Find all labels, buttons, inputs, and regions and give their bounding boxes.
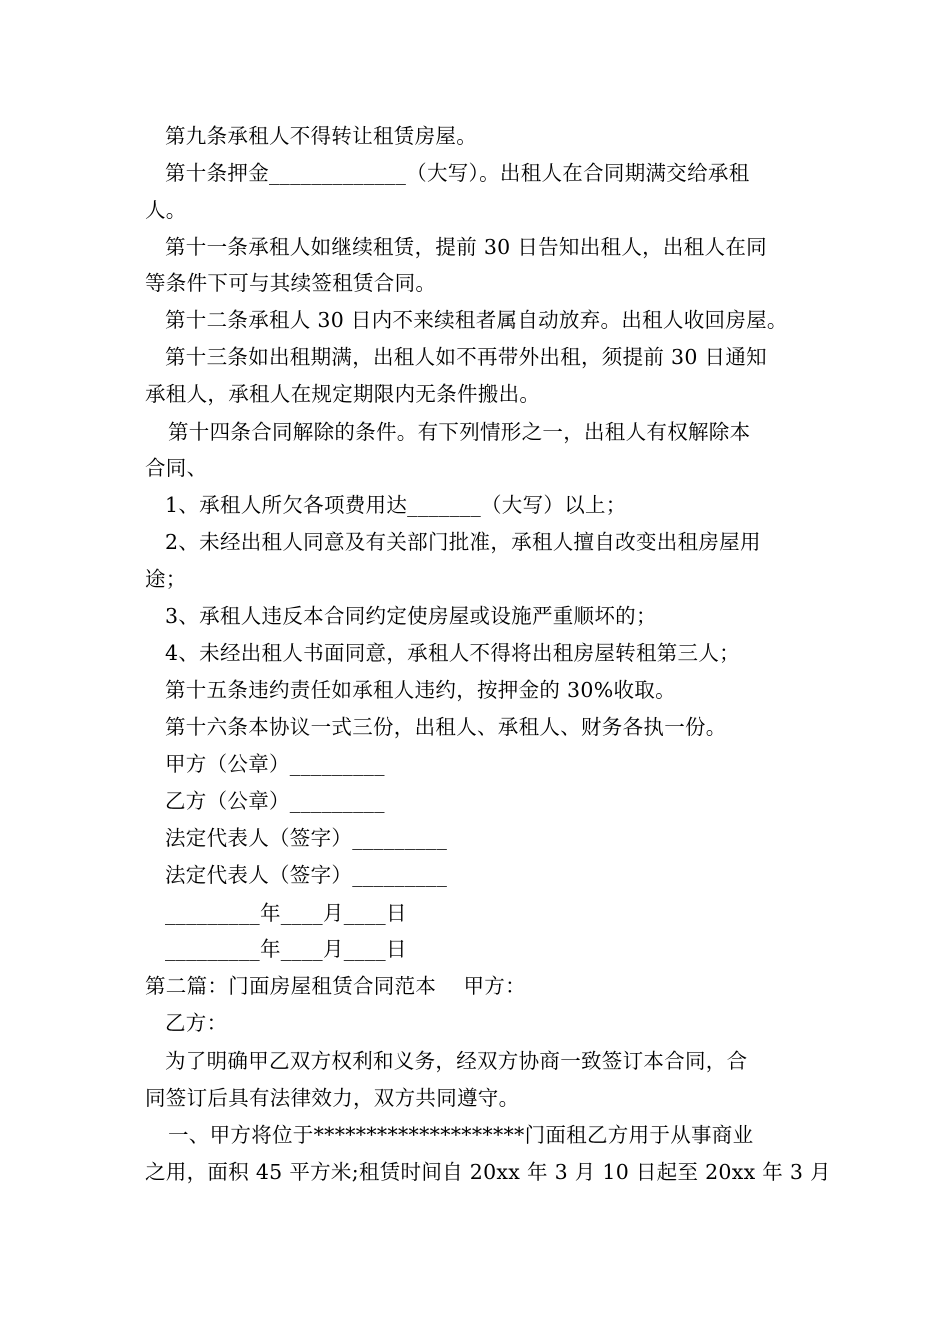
clause-15: 第十五条违约责任如承租人违约，按押金的 30%收取。 — [165, 678, 676, 702]
condition-1: 1、承租人所欠各项费用达_______（大写）以上； — [165, 493, 627, 517]
clause-10-line-2: 人。 — [145, 198, 187, 222]
party-a-seal: 甲方（公章）_________ — [165, 752, 385, 776]
clause-16: 第十六条本协议一式三份，出租人、承租人、财务各执一份。 — [165, 715, 727, 739]
clause-11-line-1: 第十一条承租人如继续租赁，提前 30 日告知出租人，出租人在同 — [165, 235, 767, 259]
article-1-line-2: 之用，面积 45 平方米;租赁时间自 20xx 年 3 月 10 日起至 20xx 年 3 月 — [145, 1160, 831, 1184]
condition-2-line-2: 途； — [145, 567, 187, 591]
clause-12: 第十二条承租人 30 日内不来续租者属自动放弃。出租人收回房屋。 — [165, 308, 788, 332]
date-line-2: _________年____月____日 — [165, 937, 407, 961]
legal-rep-signature-2: 法定代表人（签字）_________ — [165, 863, 448, 887]
condition-2-line-1: 2、未经出租人同意及有关部门批准，承租人擅自改变出租房屋用 — [165, 530, 761, 554]
clause-14-line-1: 第十四条合同解除的条件。有下列情形之一，出租人有权解除本 — [168, 420, 751, 444]
clause-14-line-2: 合同、 — [145, 456, 208, 480]
clause-11-line-2: 等条件下可与其续签租赁合同。 — [145, 271, 437, 295]
clause-10-line-1: 第十条押金_____________（大写）。出租人在合同期满交给承租 — [165, 161, 750, 185]
party-b-label: 乙方： — [165, 1011, 228, 1035]
preamble-line-2: 同签订后具有法律效力，双方共同遵守。 — [145, 1086, 520, 1110]
condition-3: 3、承租人违反本合同约定使房屋或设施严重顺坏的； — [165, 604, 657, 628]
party-b-seal: 乙方（公章）_________ — [165, 789, 385, 813]
section-2-heading: 第二篇：门面房屋租赁合同范本 甲方： — [145, 974, 526, 998]
clause-9: 第九条承租人不得转让租赁房屋。 — [165, 124, 477, 148]
clause-13-line-1: 第十三条如出租期满，出租人如不再带外出租，须提前 30 日通知 — [165, 345, 767, 369]
article-1-line-1: 一、甲方将位于********************门面租乙方用于从事商业 — [168, 1123, 754, 1147]
date-line-1: _________年____月____日 — [165, 901, 407, 925]
condition-4: 4、未经出租人书面同意，承租人不得将出租房屋转租第三人； — [165, 641, 740, 665]
preamble-line-1: 为了明确甲乙双方权利和义务，经双方协商一致签订本合同，合 — [165, 1049, 748, 1073]
legal-rep-signature-1: 法定代表人（签字）_________ — [165, 826, 448, 850]
clause-13-line-2: 承租人，承租人在规定期限内无条件搬出。 — [145, 382, 541, 406]
